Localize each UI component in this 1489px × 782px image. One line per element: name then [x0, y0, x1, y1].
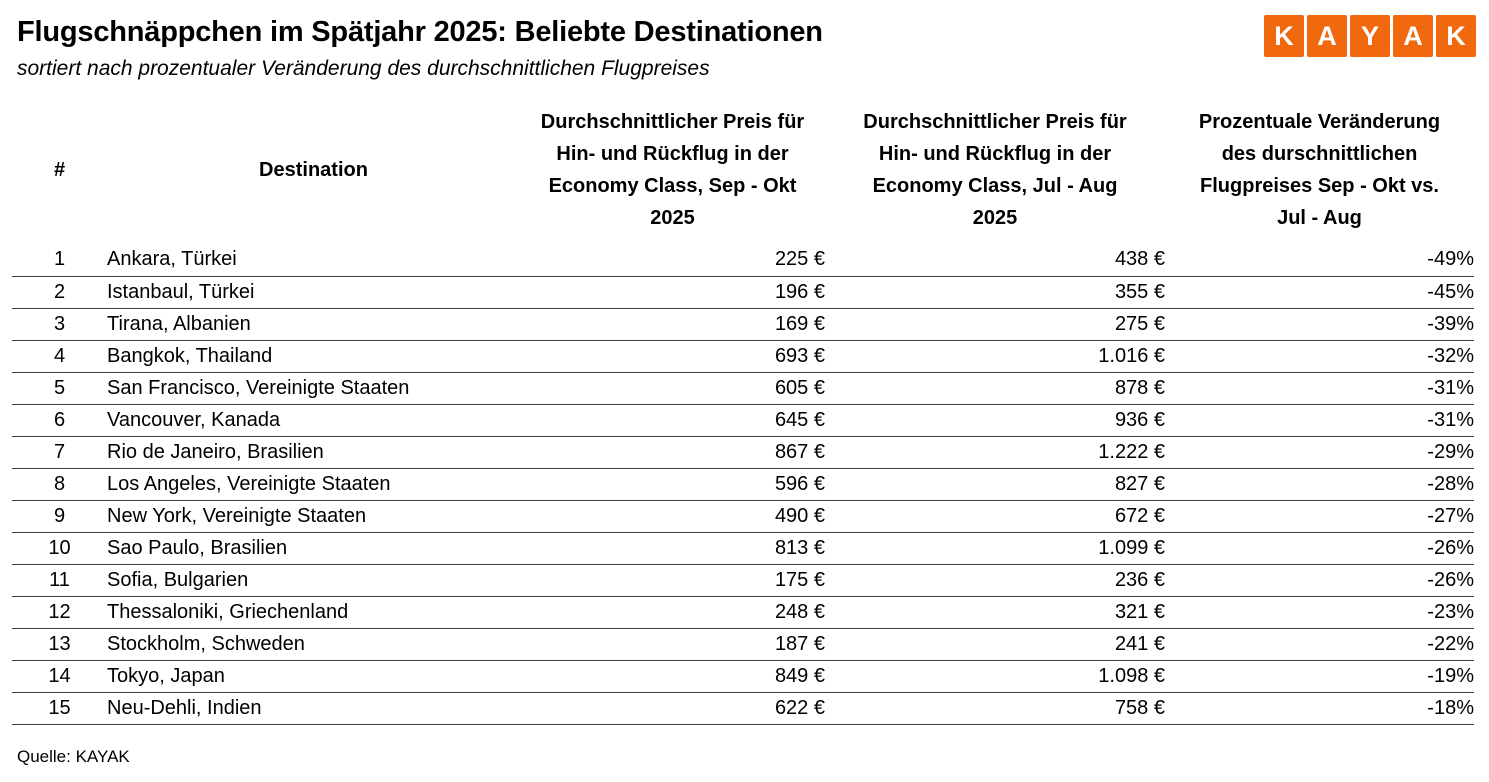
rank-cell: 14 — [12, 660, 107, 692]
price-jul-aug-cell: 355 € — [825, 276, 1165, 308]
rank-cell: 13 — [12, 628, 107, 660]
change-cell: -31% — [1165, 372, 1474, 404]
price-sep-okt-cell: 867 € — [520, 436, 825, 468]
destinations-table — [12, 106, 1474, 725]
change-cell: -22% — [1165, 628, 1474, 660]
destination-cell: Bangkok, Thailand — [107, 340, 520, 372]
price-sep-okt-cell: 187 € — [520, 628, 825, 660]
source-note: Quelle: KAYAK — [17, 747, 130, 766]
rank-cell: 4 — [12, 340, 107, 372]
destination-cell: Los Angeles, Vereinigte Staaten — [107, 468, 520, 500]
table-row — [12, 468, 1474, 500]
price-sep-okt-cell: 225 € — [520, 244, 825, 276]
destination-cell: Sofia, Bulgarien — [107, 564, 520, 596]
destination-cell: Neu-Dehli, Indien — [107, 692, 520, 724]
destination-cell: Thessaloniki, Griechenland — [107, 596, 520, 628]
page-title: Flugschnäppchen im Spätjahr 2025: Beliebte Destinationen — [17, 16, 823, 48]
price-jul-aug-cell: 1.098 € — [825, 660, 1165, 692]
table-row — [12, 244, 1474, 276]
table-row — [12, 372, 1474, 404]
change-cell: -31% — [1165, 404, 1474, 436]
table-row — [12, 660, 1474, 692]
price-jul-aug-cell: 827 € — [825, 468, 1165, 500]
table-row — [12, 564, 1474, 596]
table-row — [12, 308, 1474, 340]
rank-cell: 15 — [12, 692, 107, 724]
price-jul-aug-cell: 672 € — [825, 500, 1165, 532]
price-sep-okt-cell: 645 € — [520, 404, 825, 436]
column-header-destination: Destination — [259, 159, 368, 181]
kayak-logo-tile: A — [1393, 15, 1433, 57]
destination-cell: San Francisco, Vereinigte Staaten — [107, 372, 520, 404]
kayak-logo-tile: K — [1264, 15, 1304, 57]
price-jul-aug-cell: 878 € — [825, 372, 1165, 404]
table-row — [12, 436, 1474, 468]
destination-cell: New York, Vereinigte Staaten — [107, 500, 520, 532]
destination-cell: Vancouver, Kanada — [107, 404, 520, 436]
table-row — [12, 404, 1474, 436]
price-jul-aug-cell: 275 € — [825, 308, 1165, 340]
column-header-price-jul-aug: Durchschnittlicher Preis für Hin- und Rückflug in der Economy Class, Jul - Aug 2025 — [863, 111, 1127, 229]
price-sep-okt-cell: 248 € — [520, 596, 825, 628]
change-cell: -23% — [1165, 596, 1474, 628]
price-sep-okt-cell: 605 € — [520, 372, 825, 404]
destination-cell: Ankara, Türkei — [107, 244, 520, 276]
kayak-logo-tile: Y — [1350, 15, 1390, 57]
rank-cell: 10 — [12, 532, 107, 564]
change-cell: -27% — [1165, 500, 1474, 532]
destination-cell: Tokyo, Japan — [107, 660, 520, 692]
price-jul-aug-cell: 1.222 € — [825, 436, 1165, 468]
destination-cell: Istanbaul, Türkei — [107, 276, 520, 308]
price-sep-okt-cell: 169 € — [520, 308, 825, 340]
rank-cell: 9 — [12, 500, 107, 532]
rank-cell: 6 — [12, 404, 107, 436]
destination-cell: Tirana, Albanien — [107, 308, 520, 340]
rank-cell: 7 — [12, 436, 107, 468]
price-jul-aug-cell: 1.099 € — [825, 532, 1165, 564]
rank-cell: 3 — [12, 308, 107, 340]
price-sep-okt-cell: 490 € — [520, 500, 825, 532]
table-row — [12, 532, 1474, 564]
price-jul-aug-cell: 241 € — [825, 628, 1165, 660]
change-cell: -26% — [1165, 564, 1474, 596]
table-row — [12, 596, 1474, 628]
table-row — [12, 628, 1474, 660]
table-row — [12, 340, 1474, 372]
change-cell: -19% — [1165, 660, 1474, 692]
price-sep-okt-cell: 849 € — [520, 660, 825, 692]
price-sep-okt-cell: 175 € — [520, 564, 825, 596]
kayak-logo — [1264, 15, 1476, 57]
change-cell: -29% — [1165, 436, 1474, 468]
rank-cell: 8 — [12, 468, 107, 500]
price-sep-okt-cell: 693 € — [520, 340, 825, 372]
destination-cell: Rio de Janeiro, Brasilien — [107, 436, 520, 468]
price-jul-aug-cell: 936 € — [825, 404, 1165, 436]
price-jul-aug-cell: 236 € — [825, 564, 1165, 596]
price-sep-okt-cell: 622 € — [520, 692, 825, 724]
rank-cell: 11 — [12, 564, 107, 596]
price-jul-aug-cell: 758 € — [825, 692, 1165, 724]
rank-cell: 1 — [12, 244, 107, 276]
column-header-rank: # — [53, 159, 66, 181]
destination-cell: Stockholm, Schweden — [107, 628, 520, 660]
page-subtitle: sortiert nach prozentualer Veränderung des durchschnittlichen Flugpreises — [17, 57, 710, 80]
table-header-row — [12, 106, 1474, 244]
rank-cell: 2 — [12, 276, 107, 308]
kayak-logo-tile: K — [1436, 15, 1476, 57]
price-sep-okt-cell: 196 € — [520, 276, 825, 308]
price-jul-aug-cell: 438 € — [825, 244, 1165, 276]
change-cell: -26% — [1165, 532, 1474, 564]
table-row — [12, 276, 1474, 308]
rank-cell: 12 — [12, 596, 107, 628]
change-cell: -28% — [1165, 468, 1474, 500]
price-jul-aug-cell: 321 € — [825, 596, 1165, 628]
change-cell: -45% — [1165, 276, 1474, 308]
table-row — [12, 500, 1474, 532]
price-jul-aug-cell: 1.016 € — [825, 340, 1165, 372]
destination-cell: Sao Paulo, Brasilien — [107, 532, 520, 564]
change-cell: -39% — [1165, 308, 1474, 340]
price-sep-okt-cell: 596 € — [520, 468, 825, 500]
price-sep-okt-cell: 813 € — [520, 532, 825, 564]
rank-cell: 5 — [12, 372, 107, 404]
change-cell: -32% — [1165, 340, 1474, 372]
table-row — [12, 692, 1474, 724]
kayak-logo-tile: A — [1307, 15, 1347, 57]
change-cell: -49% — [1165, 244, 1474, 276]
column-header-change: Prozentuale Veränderung des durschnittlichen Flugpreises Sep - Okt vs. Jul - Aug — [1198, 111, 1441, 229]
change-cell: -18% — [1165, 692, 1474, 724]
column-header-price-sep-okt: Durchschnittlicher Preis für Hin- und Rückflug in der Economy Class, Sep - Okt 2025 — [540, 111, 805, 229]
